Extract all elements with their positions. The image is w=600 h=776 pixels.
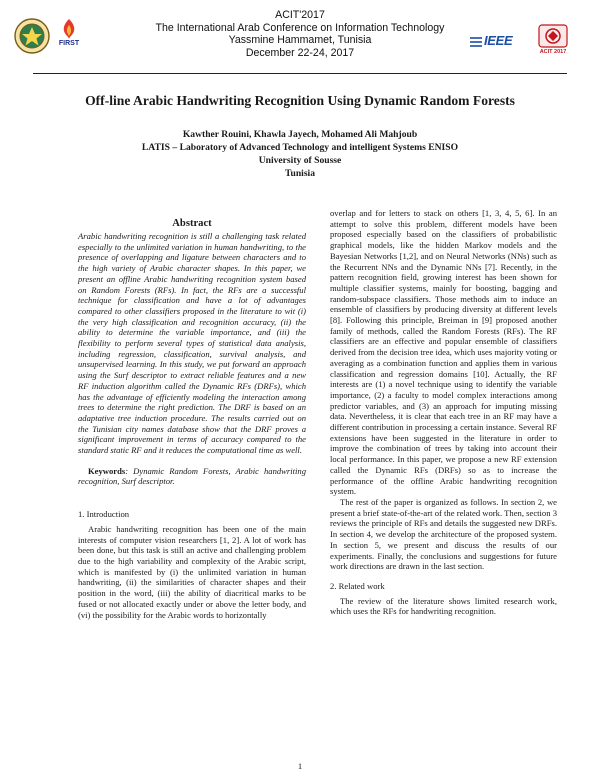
section-2-paragraph-1: The review of the literature shows limited research work, which uses the RFs for handwriting recognition. xyxy=(330,595,557,617)
author-university: University of Sousse xyxy=(258,155,342,166)
conference-header xyxy=(0,9,600,59)
page-number: 1 xyxy=(297,761,303,771)
keywords-label: Keywords xyxy=(88,465,126,476)
section-2-heading: 2. Related work xyxy=(330,580,385,591)
abstract-body: Arabic handwriting recognition is still a challenging task related especially to the unlimited variation in human handwriting, to the presence of overlapping and ligature between characters and to the high variety of Arabic character shapes. In this paper, we present an offline Arabic handwriting recognition system based on Random Forests (RFs). In fact, the RFs are a successful technique for classification and have a lot of advantages compared to other classifiers proposed in the literature to wit (i) the very high classification and recognition accuracy, (ii) the ability to determine the variable importance, and (iii) the flexibility to perform several types of statistical data analysis, including regression, classification, survival analysis, and unsupervised learning. In this study, we put forward an approach using the Surf descriptor to extract reliable features and a new RF induction algorithm called the Dynamic RFs (DRFs), which has the advantage of efficiently modeling the interaction among trees to determine the right prediction. The DRF is based on an adaptative tree induction procedure. The results carried out on the Tunisian city names database show that the DRF proves a significant improvement in terms of accuracy compared to the standard static RF and it reduces the computational time as well. xyxy=(78,231,306,456)
author-affiliation: LATIS – Laboratory of Advanced Technology and intelligent Systems ENISO xyxy=(141,142,459,153)
keywords-list: : Dynamic Random Forests, Arabic handwriting recognition, Surf descriptor. xyxy=(78,465,306,487)
conference-location: Yassmine Hammamet, Tunisia xyxy=(228,34,372,47)
author-names: Kawther Rouini, Khawla Jayech, Mohamed Ali Mahjoub xyxy=(182,129,418,140)
ieee-logo-text: IEEE xyxy=(484,33,513,48)
conference-name: The International Arab Conference on Information Technology xyxy=(155,21,445,34)
conference-acronym: ACIT'2017 xyxy=(275,9,325,21)
header-divider xyxy=(33,73,567,74)
abstract-heading: Abstract xyxy=(172,218,212,229)
acit-logo-text: ACIT 2017 xyxy=(539,49,567,55)
keywords xyxy=(78,466,306,487)
section-1-paragraph-2: The rest of the paper is organized as follows. In section 2, we present a brief state-of-the-art of the related work. Then, section 3 reviews the principle of RFs and details the suggested new DRFs. In section 4, we develop the architecture of the proposed system. In section 5, we present and discuss the results of our experiments. Finally, the conclusions and suggestions for future work directions are drawn in the last section. xyxy=(330,496,557,572)
first-logo-text: FIRST xyxy=(58,40,80,47)
paper-title: Off-line Arabic Handwriting Recognition Using Dynamic Random Forests xyxy=(85,93,515,108)
left-column xyxy=(78,218,306,620)
author-country: Tunisia xyxy=(284,168,316,179)
conference-dates: December 22-24, 2017 xyxy=(245,46,355,59)
section-1-paragraph-1: Arabic handwriting recognition has been one of the main interests of computer vision researchers [1, 2]. A lot of work has been done, but this task is still an active and challenging problem due to the high variability and complexity of the Arabic script, which is manifested by (i) the unlimited variation in human handwriting, (ii) the similarities of character shapes and their position in the word, (iii) the ability of diacritical marks to be fused or not allocated exactly under or above the letter body, and (vi) the possibility for the Arabic words to horizontally xyxy=(78,523,306,620)
section-1-heading: 1. Introduction xyxy=(78,509,130,520)
section-1-paragraph-1-continued: overlap and for letters to stack on others [1, 3, 4, 5, 6]. In an attempt to solve this problem, different models have been proposed especially based on the classifiers of probabilistic graphical models, like the hidden Markov models and the Bayesian Networks [1,2], and on Neural Networks (NNs) such as the Recurrent NNs and the Dynamic NNs [7]. Recently, in the pattern recognition field, growing interest has been shown for multiple classifier systems, mainly for boosting, bagging and random-subspace classifiers. Those methods aim to induce an ensemble of classifiers by producing diversity at different levels [8]. Following this principle, Breiman in [9] proposed another family of methods, called the Random Forests (RFs). The RF classifiers are an effective and popular ensemble of classifiers derived from the decision tree idea, which uses majority voting or averaging as a combination function and applies them in various classification and regression domains [10]. Actually, the RF interests are (1) a novel technique using to identify the variable importance, (2) a faculty to model complex interactions among predictor variables, and (3) an approach for imputing missing data. Nevertheless, it is clear that each tree in an RF may have a different contribution in processing a certain instance. Several RF extensions have been suggested in the literature in order to improve the combination of trees by taking into account their local performance. In this paper, we propose a new RF extension called the Dynamic RFs (DRFs) so as to increase the performance of the offline Arabic handwriting recognition system. xyxy=(330,208,557,497)
right-column xyxy=(330,208,557,617)
author-block xyxy=(0,128,600,180)
